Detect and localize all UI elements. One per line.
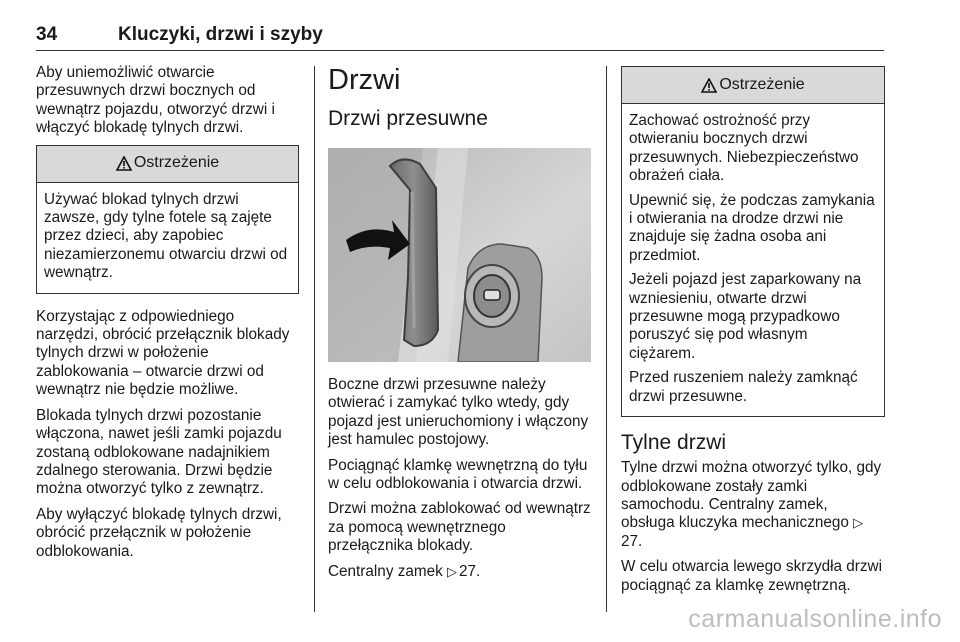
warning-triangle-icon xyxy=(701,78,717,93)
subsection-title: Tylne drzwi xyxy=(621,431,727,455)
warning-title: Ostrzeżenie xyxy=(133,154,220,172)
intro-paragraph: Aby uniemożliwić otwarcie przesuwnych drzwi bocznych od wewnątrz pojazdu, otworzyć drzwi i włączyć blokadę tylnych drzwi. xyxy=(36,64,275,137)
warning-triangle-icon xyxy=(116,156,132,171)
sliding-door-handle-illustration xyxy=(328,148,591,362)
warning-text: Przed ruszeniem należy zamknąć drzwi przesuwne. xyxy=(629,369,858,405)
column-3 xyxy=(621,64,885,602)
warning-header xyxy=(37,146,298,183)
paragraph-text: Tylne drzwi można otworzyć tylko, gdy odblokowane zostały zamki samochodu. Centralny zamek, obsługa kluczyka mechanicznego xyxy=(621,459,882,532)
paragraph xyxy=(328,563,592,581)
warning-header xyxy=(622,67,884,104)
paragraph: Pociągnąć klamkę wewnętrzną do tyłu w celu odblokowania i otwarcia drzwi. xyxy=(328,456,588,493)
column-1 xyxy=(36,64,299,568)
page-reference-link[interactable]: 27. xyxy=(459,562,481,580)
warning-text: Jeżeli pojazd jest zaparkowany na wzniesieniu, otwarte drzwi przesuwne mogą przypadkowo poruszyć się pod własnym ciężarem. xyxy=(629,271,862,362)
paragraph: Aby wyłączyć blokadę tylnych drzwi, obrócić przełącznik w położenie odblokowania. xyxy=(36,505,282,560)
warning-body xyxy=(622,104,884,416)
paragraph: W celu otwarcia lewego skrzydła drzwi pociągnąć za klamkę zewnętrzną. xyxy=(621,558,882,594)
section-title: Drzwi xyxy=(328,64,401,96)
watermark: carmanualsonline.info xyxy=(688,605,942,633)
warning-text: Zachować ostrożność przy otwieraniu bocznych drzwi przesuwnych. Niebezpieczeństwo obrażeń ciała. xyxy=(629,112,859,185)
paragraph: Boczne drzwi przesuwne należy otwierać i zamykać tylko wtedy, gdy pojazd jest unieruchomiony i włączony jest hamulec postojowy. xyxy=(328,376,589,449)
warning-text: Używać blokad tylnych drzwi zawsze, gdy tylne fotele są zajęte przez dzieci, aby zapobiec niezamierzonemu otwarciu drzwi od wewnątrz. xyxy=(44,190,288,282)
page-number: 34 xyxy=(36,24,58,45)
paragraph: Blokada tylnych drzwi pozostanie włączona, nawet jeśli zamki pojazdu zostaną odblokowane nadajnikiem zdalnego sterowania. Drzwi będzie można otworzyć tylko z zewnątrz. xyxy=(36,406,282,498)
warning-body xyxy=(37,183,298,293)
page-header xyxy=(36,24,884,50)
warning-box xyxy=(621,66,885,417)
paragraph: Drzwi można zablokować od wewnątrz za pomocą wewnętrznego przełącznika blokady. xyxy=(328,500,591,555)
warning-title: Ostrzeżenie xyxy=(719,75,805,93)
chapter-title: Kluczyki, drzwi i szyby xyxy=(118,24,323,45)
warning-text: Upewnić się, że podczas zamykania i otwierania na drodze drzwi nie znajduje się żadna osoba ani przedmiot. xyxy=(629,191,875,264)
page-reference-icon: ▷ xyxy=(447,563,458,579)
header-rule xyxy=(36,50,884,51)
subsection-title: Drzwi przesuwne xyxy=(328,107,488,130)
warning-box xyxy=(36,145,299,294)
column-2 xyxy=(328,64,592,588)
reference-text: Centralny zamek xyxy=(328,562,443,580)
column-divider-1 xyxy=(314,66,315,612)
page-reference-link[interactable]: 27. xyxy=(621,532,643,550)
paragraph xyxy=(621,459,885,551)
page-reference-icon: ▷ xyxy=(853,515,864,531)
column-divider-2 xyxy=(606,66,607,612)
paragraph: Korzystając z odpowiedniego narzędzi, obrócić przełącznik blokady tylnych drzwi w położenie zablokowania – otwarcie drzwi od wewnątrz nie będzie możliwe. xyxy=(36,307,290,399)
